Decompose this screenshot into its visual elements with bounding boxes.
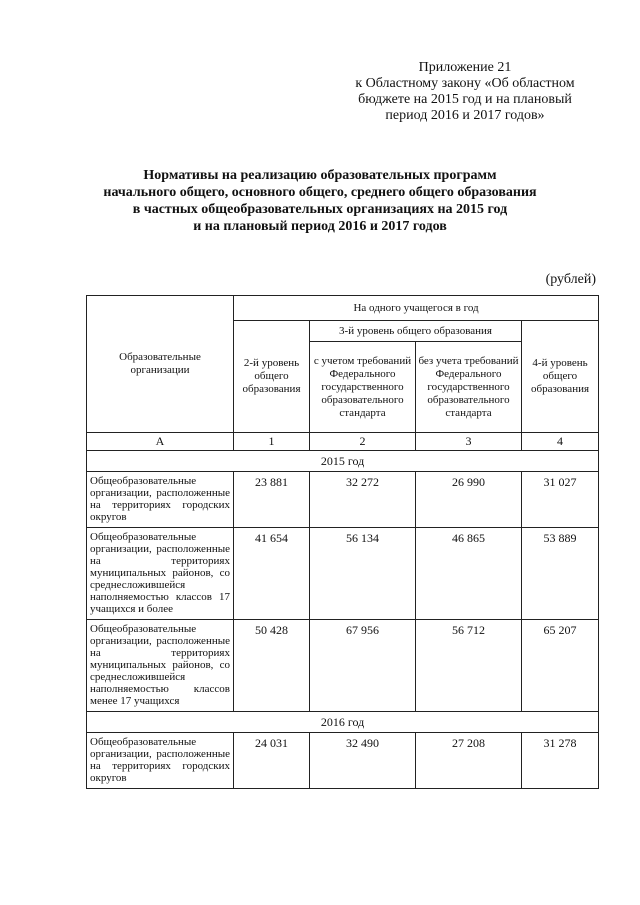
value-cell: 24 031 [234,733,310,789]
org-cell: Общеобразовательные организации, расположенные на территориях муниципальных районов, со среднесложившейся наполняемостью классов менее 17 учащихся [87,620,234,712]
year-row [87,451,599,472]
table-row [87,620,599,712]
value-cell: 26 990 [416,472,522,528]
value-cell: 31 027 [522,472,599,528]
appendix-line-4: период 2016 и 2017 годов» [385,108,545,123]
value-cell: 53 889 [522,528,599,620]
appendix-block [330,60,600,124]
col-num-2: 2 [310,433,416,451]
table-row [87,472,599,528]
value-cell: 56 712 [416,620,522,712]
value-cell: 56 134 [310,528,416,620]
table-row [87,733,599,789]
org-cell: Общеобразовательные организации, расположенные на территориях муниципальных районов, со среднесложившейся наполняемостью классов 17 учащихся и более [87,528,234,620]
col-num-3: 3 [416,433,522,451]
value-cell: 41 654 [234,528,310,620]
title-line-2: начального общего, основного общего, среднего общего образования [103,185,537,200]
title-line-4: и на плановый период 2016 и 2017 годов [193,219,447,234]
col-num-4: 4 [522,433,599,451]
appendix-line-2: к Областному закону «Об областном [355,76,575,91]
org-cell: Общеобразовательные организации, расположенные на территориях городских округов [87,733,234,789]
header-level-3-with-standard: с учетом требований Федерального государственного образовательного стандарта [310,342,416,433]
value-cell: 32 490 [310,733,416,789]
value-cell: 50 428 [234,620,310,712]
year-label: 2015 год [87,451,599,472]
appendix-line-3: бюджете на 2015 год и на плановый [358,92,572,107]
title-line-3: в частных общеобразовательных организациях на 2015 год [132,202,508,217]
col-num-a: А [87,433,234,451]
col-num-1: 1 [234,433,310,451]
value-cell: 31 278 [522,733,599,789]
header-level-3-without-standard: без учета требований Федерального государственного образовательного стандарта [416,342,522,433]
header-level-4: 4-й уровень общего образования [522,321,599,433]
table-row [87,528,599,620]
header-per-student: На одного учащегося в год [234,296,599,321]
year-row [87,712,599,733]
norms-table [86,295,599,789]
value-cell: 23 881 [234,472,310,528]
header-level-2: 2-й уровень общего образования [234,321,310,433]
value-cell: 46 865 [416,528,522,620]
value-cell: 32 272 [310,472,416,528]
org-cell: Общеобразовательные организации, расположенные на территориях городских округов [87,472,234,528]
title-line-1: Нормативы на реализацию образовательных программ [143,168,497,183]
value-cell: 27 208 [416,733,522,789]
year-label: 2016 год [87,712,599,733]
units-label: (рублей) [545,272,596,287]
value-cell: 67 956 [310,620,416,712]
document-title [60,167,580,235]
appendix-line-1: Приложение 21 [418,60,512,75]
value-cell: 65 207 [522,620,599,712]
column-number-row [87,433,599,451]
header-level-3: 3-й уровень общего образования [310,321,522,342]
header-organizations: Образовательные организации [87,296,234,433]
